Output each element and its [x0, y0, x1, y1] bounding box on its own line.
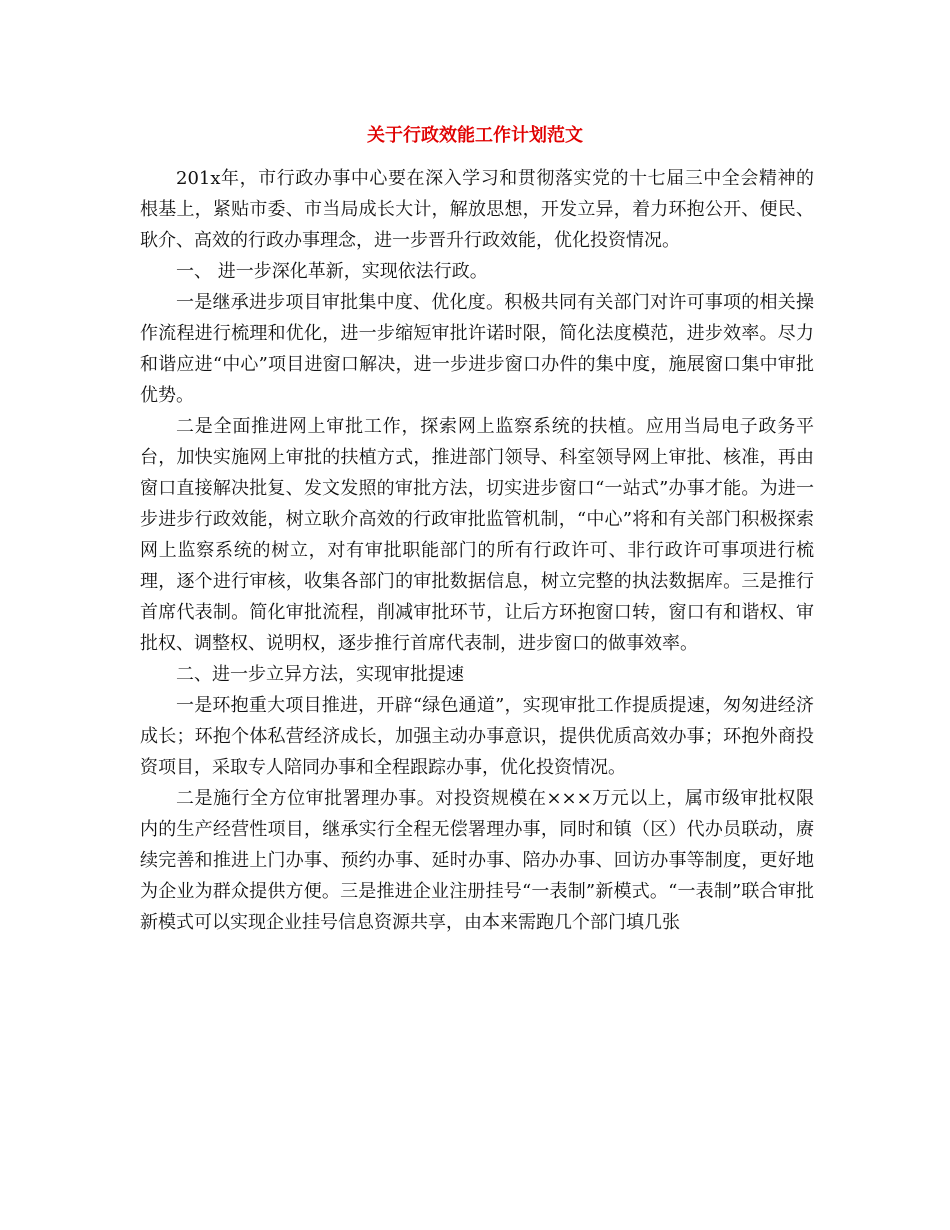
section-heading-2: 二、进一步立异方法，实现审批提速 [176, 664, 464, 685]
body-paragraph-intro: 201x年，市行政办事中心要在深入学习和贯彻落实党的十七届三中全会精神的根基上，紧贴市委、市当局成长大计，解放思想，开发立异，着力环抱公开、便民、耿介、高效的行政办事理念，进一步晋升行政效能，优化投资情况。 [140, 168, 814, 251]
document-body [140, 163, 814, 938]
body-paragraph: 一是继承进步项目审批集中度、优化度。积极共同有关部门对许可事项的相关操作流程进行梳理和优化，进一步缩短审批许诺时限，简化法度模范，进步效率。尽力和谐应进“中心”项目进窗口解决，进一步进步窗口办件的集中度，施展窗口集中审批优势。 [140, 292, 814, 406]
body-paragraph: 二是施行全方位审批署理办事。对投资规模在×××万元以上，属市级审批权限内的生产经营性项目，继承实行全程无偿署理办事，同时和镇（区）代办员联动，赓续完善和推进上门办事、预约办事、延时办事、陪办办事、回访办事等制度，更好地为企业为群众提供方便。三是推进企业注册挂号“一表制”新模式。“一表制”联合审批新模式可以实现企业挂号信息资源共享，由本来需跑几个部门填几张 [140, 788, 814, 933]
body-paragraph: 二是全面推进网上审批工作，探索网上监察系统的扶植。应用当局电子政务平台，加快实施网上审批的扶植方式，推进部门领导、科室领导网上审批、核准，再由窗口直接解决批复、发文发照的审批方法，切实进步窗口“一站式”办事才能。为进一步进步行政效能，树立耿介高效的行政审批监管机制，“中心”将和有关部门积极探索网上监察系统的树立，对有审批职能部门的所有行政许可、非行政许可事项进行梳理，逐个进行审核，收集各部门的审批数据信息，树立完整的执法数据库。三是推行首席代表制。简化审批流程，削减审批环节，让后方环抱窗口转，窗口有和谐权、审批权、调整权、说明权，逐步推行首席代表制，进步窗口的做事效率。 [140, 416, 814, 654]
body-paragraph: 一是环抱重大项目推进，开辟“绿色通道”，实现审批工作提质提速，匆匆进经济成长；环抱个体私营经济成长，加强主动办事意识，提供优质高效办事；环抱外商投资项目，采取专人陪同办事和全程跟踪办事，优化投资情况。 [140, 695, 814, 778]
document-title: 关于行政效能工作计划范文 [367, 125, 583, 146]
section-heading-1: 一、 进一步深化革新，实现依法行政。 [176, 261, 488, 282]
